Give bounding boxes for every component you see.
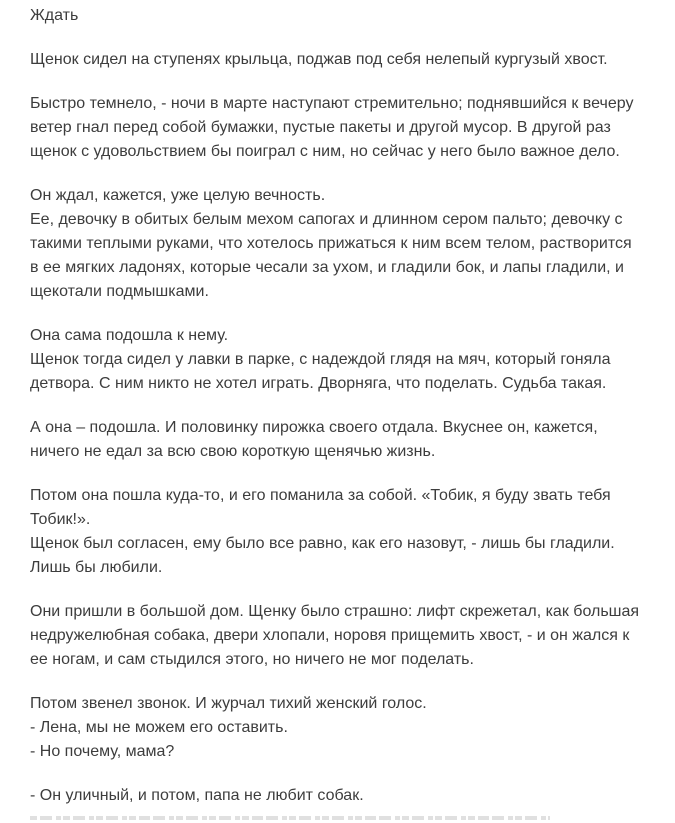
- text-line: Он ждал, кажется, уже целую вечность.: [30, 187, 326, 204]
- paragraph: [30, 692, 647, 764]
- text-line: Потом звенел звонок. И журчал тихий женский голос.: [30, 695, 427, 712]
- text-line: щенок с удовольствием бы поиграл с ним, но сейчас у него было важное дело.: [30, 143, 620, 160]
- text-line: Тобик!».: [30, 511, 91, 528]
- text-line: Они пришли в большой дом. Щенку было страшно: лифт скрежетал, как большая: [30, 603, 640, 620]
- story-body: [30, 48, 647, 808]
- text-line: Быстро темнело, - ночи в марте наступают стремительно; поднявшийся к вечеру: [30, 95, 634, 112]
- text-line: в ее мягких ладонях, которые чесали за ухом, и гладили бок, и лапы гладили, и: [30, 259, 624, 276]
- paragraph: [30, 484, 647, 580]
- text-line: ее ногам, и сам стыдился этого, но ничего не мог поделать.: [30, 651, 474, 668]
- text-line: Щенок был согласен, ему было все равно, как его назовут, - лишь бы гладили.: [30, 535, 615, 552]
- text-line: Щенок тогда сидел у лавки в парке, с надеждой глядя на мяч, который гоняла: [30, 351, 611, 368]
- text-line: - Лена, мы не можем его оставить.: [30, 719, 288, 736]
- text-line: щекотали подмышками.: [30, 283, 209, 300]
- paragraph: [30, 184, 647, 304]
- text-line: Щенок сидел на ступенях крыльца, поджав под себя нелепый кургузый хвост.: [30, 51, 608, 68]
- text-line: ветер гнал перед собой бумажки, пустые пакеты и другой мусор. В другой раз: [30, 119, 611, 136]
- text-line: - Он уличный, и потом, папа не любит собак.: [30, 787, 364, 804]
- text-line: Она сама подошла к нему.: [30, 327, 229, 344]
- story-title: Ждать: [30, 7, 79, 24]
- text-line: Потом она пошла куда-то, и его поманила за собой. «Тобик, я буду звать тебя: [30, 487, 611, 504]
- paragraph: [30, 600, 647, 672]
- text-line: ничего не едал за всю свою короткую щенячью жизнь.: [30, 443, 436, 460]
- text-line: А она – подошла. И половинку пирожка своего отдала. Вкуснее он, кажется,: [30, 419, 598, 436]
- clipped-text-line: [30, 814, 550, 823]
- text-line: недружелюбная собака, двери хлопали, норовя прищемить хвост, - и он жался к: [30, 627, 630, 644]
- text-line: такими теплыми руками, что хотелось прижаться к ним всем телом, растворится: [30, 235, 632, 252]
- text-line: детвора. С ним никто не хотел играть. Дворняга, что поделать. Судьба такая.: [30, 375, 607, 392]
- text-line: Ее, девочку в обитых белым мехом сапогах и длинном сером пальто; девочку с: [30, 211, 623, 228]
- paragraph: [30, 324, 647, 396]
- paragraph: [30, 416, 647, 464]
- paragraph: [30, 48, 647, 72]
- text-line: - Но почему, мама?: [30, 743, 175, 760]
- text-line: Лишь бы любили.: [30, 559, 163, 576]
- paragraph: [30, 784, 647, 808]
- paragraph: [30, 92, 647, 164]
